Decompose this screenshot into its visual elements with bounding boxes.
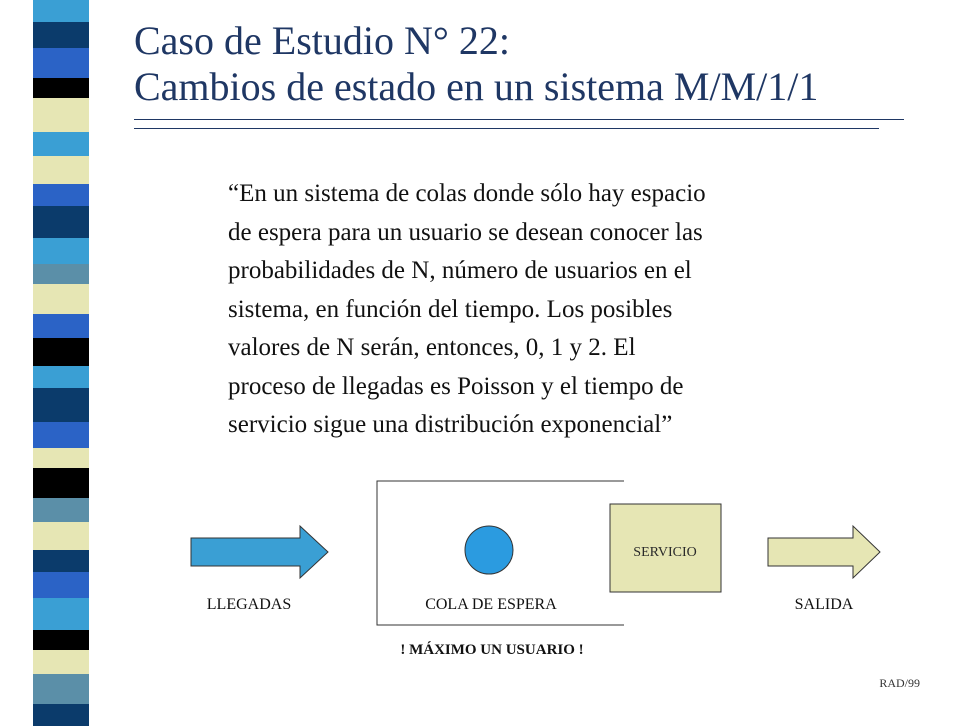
exit-arrow-icon xyxy=(768,526,880,578)
quote-line: probabilidades de N, número de usuarios en el xyxy=(228,257,692,284)
queue-label: COLA DE ESPERA xyxy=(425,596,557,613)
quote-line: proceso de llegadas es Poisson y el tiempo de xyxy=(228,372,684,400)
arrival-arrow-icon xyxy=(191,526,328,578)
quote-line: de espera para un usuario se desean conocer las xyxy=(228,218,703,246)
arrival-label: LLEGADAS xyxy=(206,596,292,613)
title-line-1: Caso de Estudio N° 22: xyxy=(134,18,510,63)
quote-line: “En un sistema de colas donde sólo hay espacio xyxy=(228,180,706,207)
quote-line: valores de N serán, entonces, 0, 1 y 2. El xyxy=(228,334,636,361)
capacity-note: ! MÁXIMO UN USUARIO ! xyxy=(400,642,584,658)
quote-line: servicio sigue una distribución exponencial” xyxy=(228,411,673,438)
quote-line: sistema, en función del tiempo. Los posibles xyxy=(228,295,673,323)
service-label: SERVICIO xyxy=(633,545,697,560)
exit-label: SALIDA xyxy=(794,596,854,613)
customer-circle-icon xyxy=(465,526,513,574)
footer-code: RAD/99 xyxy=(879,676,920,690)
title-line-2: Cambios de estado en un sistema M/M/1/1 xyxy=(134,64,819,109)
